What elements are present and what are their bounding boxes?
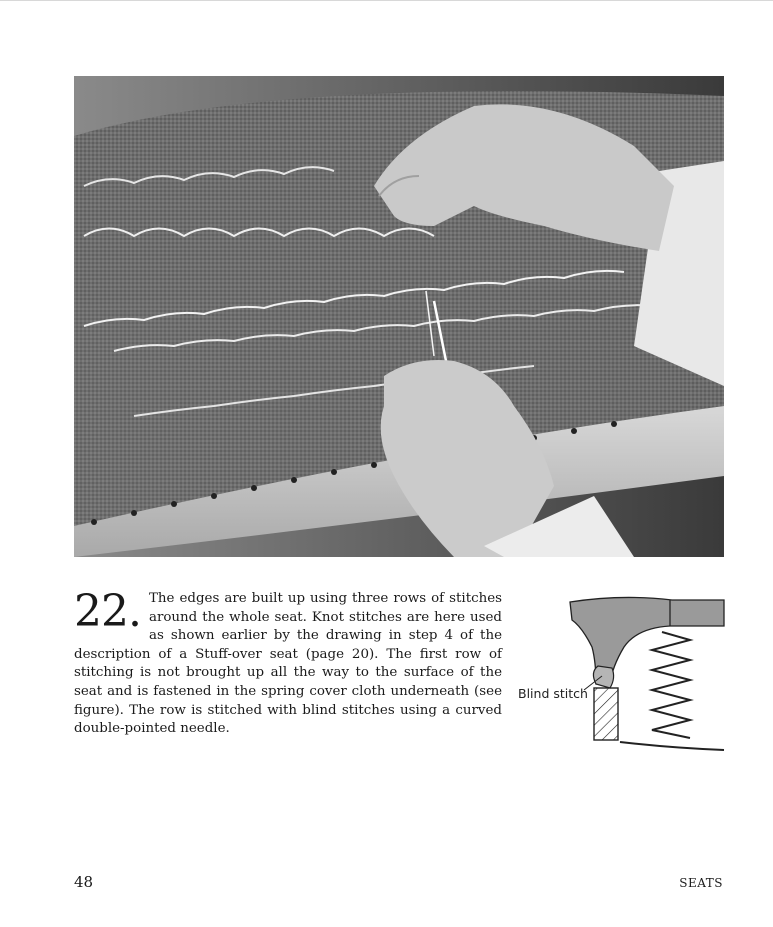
step-number: 22. (74, 586, 141, 637)
page-number: 48 (74, 873, 94, 891)
page-top-rule (0, 0, 773, 1)
blind-stitch-label: Blind stitch (518, 686, 588, 701)
step-22-block (74, 586, 502, 739)
running-section-title: SEATS (679, 876, 723, 890)
step-description: The edges are built up using three rows of stitches around the whole seat. Knot stitches are here used as shown earlier by the drawing in step 4 of the description of a Stuff-over seat (page 20). The first row of stitching is not brought up all the way to the surface of the seat and is fastened in the spring cover cloth underneath (see figure). The row is stitched with blind stitches using a curved double-pointed needle. (74, 591, 502, 737)
upholstery-stitching-photo (74, 76, 724, 557)
blind-stitch-diagram (512, 592, 726, 754)
